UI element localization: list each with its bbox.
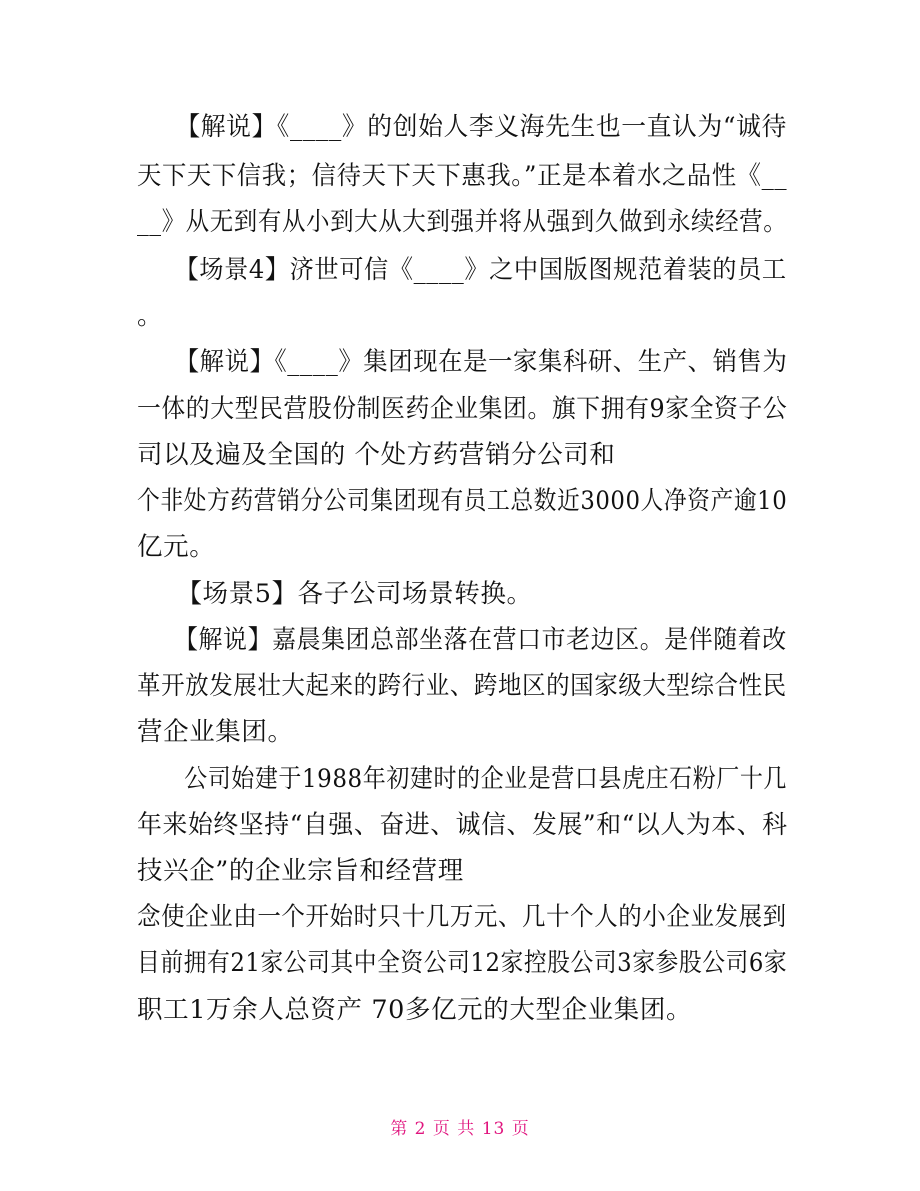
text-line: 革开放发展壮大起来的跨行业、跨地区的国家级大型综合性民 — [137, 671, 787, 701]
text-line: 念使企业由一个开始时只十几万元、几十个人的小企业发展到 — [137, 902, 787, 932]
text-line: 【解说】《____》集团现在是一家集科研、生产、销售为 — [137, 347, 788, 377]
text-line: 个非处方药营销分公司集团现有员工总数近3000人净资产逾10 — [137, 486, 788, 516]
text-line: 目前拥有21家公司其中全资公司12家控股公司3家参股公司6家 — [137, 948, 788, 978]
text-line: 司以及遍及全国的 个处方药营销分公司和 — [137, 440, 616, 470]
text-line: 年来始终坚持“自强、奋进、诚信、发展”和“以人为本、科 — [137, 810, 788, 840]
text-line: __》从无到有从小到大从大到强并将从强到久做到永续经营。 — [137, 207, 788, 237]
text-line: 职工1万余人总资产 70多亿元的大型企业集团。 — [137, 995, 693, 1025]
text-line: 天下天下信我；信待天下天下惠我。”正是本着水之品性《__ — [137, 161, 788, 191]
text-line: 营企业集团。 — [137, 717, 294, 747]
text-line: 公司始建于1988年初建时的企业是营口县虎庄石粉厂十几 — [137, 764, 787, 794]
text-line: 【场景5】各子公司场景转换。 — [137, 579, 533, 609]
text-line: 【解说】嘉晨集团总部坐落在营口市老边区。是伴随着改 — [137, 625, 787, 655]
text-line: 亿元。 — [137, 532, 216, 562]
text-line: 技兴企”的企业宗旨和经营理 — [137, 856, 464, 886]
page-number-footer: 第 2 页 共 13 页 — [390, 1119, 530, 1139]
text-line: 【场景4】济世可信《____》之中国版图规范着装的员工 — [137, 255, 787, 285]
text-line: 【解说】《____》的创始人李义海先生也一直认为“诚待 — [137, 112, 787, 142]
text-line: 。 — [137, 301, 164, 331]
text-line: 一体的大型民营股份制医药企业集团。旗下拥有9家全资子公 — [137, 394, 788, 424]
